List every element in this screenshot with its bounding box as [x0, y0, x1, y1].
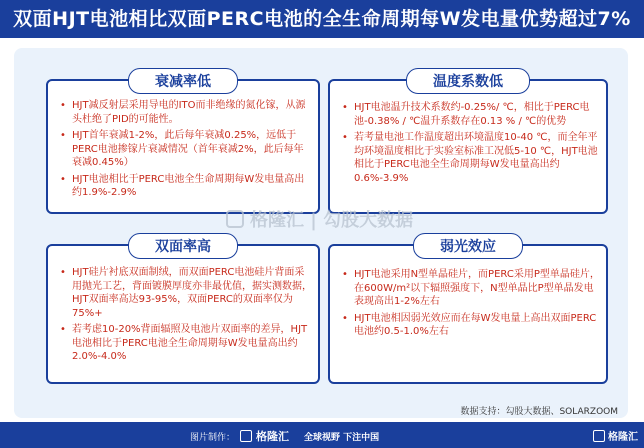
bullet-list — [340, 268, 600, 342]
bullet-item: • HJT电池相比于PERC电池全生命周期每W发电量高出约1.9%-2.9% — [58, 173, 312, 200]
bullet-list — [58, 99, 312, 203]
bullet-item: • HJT电池采用N型单晶硅片，而PERC采用P型单晶硅片，在600W/m²以下辐照强度下，N型单晶比P型单晶发电表现高出1-2%左右 — [340, 268, 600, 309]
footer-brand — [240, 428, 289, 444]
bullet-item: • HJT减反射层采用导电的ITO而非绝缘的氮化镓，从源头杜绝了PID的可能性。 — [58, 99, 312, 126]
bullet-item: • HJT电池相因弱光效应而在每W发电量上高出双面PERC电池约0.5-1.0%左右 — [340, 312, 600, 339]
watermark-text: 格隆汇 | 勾股大数据 — [250, 210, 414, 231]
card-low-temperature-coefficient — [328, 74, 608, 214]
bullet-item: • HJT首年衰减1-2%，此后每年衰减0.25%，远低于PERC电池掺镓片衰减情况（首年衰减2%，此后每年衰减0.45%） — [58, 129, 312, 170]
card-low-degradation — [46, 74, 320, 214]
footer-slogan: 全球视野 下注中国 — [304, 433, 380, 443]
bullet-list — [58, 266, 312, 367]
bullet-item: • 若考量电池工作温度超出环境温度10-40 ℃，而全年平均环境温度相比于实验室标准工况低5-10 ℃，HJT电池相比于PERC电池全生命周期每W发电量高出约0.6%-3.9% — [340, 131, 600, 185]
footer-brand-name: 格隆汇 — [256, 430, 289, 443]
footer-corner-name: 格隆汇 — [608, 432, 638, 443]
footer-maker-label: 图片制作： — [190, 433, 236, 443]
bullet-list — [340, 101, 600, 188]
card-high-bifaciality — [46, 239, 320, 384]
bullet-item: • HJT硅片衬底双面制绒，而双面PERC电池硅片背面采用抛光工艺，背面镀膜厚度亦非最优值，据实测数据，HJT双面率高达93-95%，双面PERC的双面率仅为75%+ — [58, 266, 312, 320]
watermark — [226, 206, 413, 232]
brand-logo-icon — [240, 430, 252, 442]
data-source: 数据支持：勾股大数据、SOLARZOOM — [460, 407, 618, 417]
card-title: 衰减率低 — [128, 68, 238, 94]
watermark-logo-icon — [226, 210, 244, 228]
card-title: 温度系数低 — [406, 68, 530, 94]
bullet-item: • HJT电池温升技术系数约-0.25%/ ℃，相比于PERC电池-0.38% / ℃温升系数存在0.13 % / ℃的优势 — [340, 101, 600, 128]
bullet-item: • 若考虑10-20%背面辐照及电池片双面率的差异，HJT电池相比于PERC电池全生命周期每W发电量高出约2.0%-4.0% — [58, 323, 312, 364]
card-title: 弱光效应 — [413, 233, 523, 259]
card-low-light-effect — [328, 239, 608, 384]
page-title: 双面HJT电池相比双面PERC电池的全生命周期每W发电量优势超过7% — [0, 0, 644, 38]
footer — [0, 422, 644, 448]
footer-corner-brand — [593, 428, 638, 443]
card-title: 双面率高 — [128, 233, 238, 259]
corner-logo-icon — [593, 430, 605, 442]
